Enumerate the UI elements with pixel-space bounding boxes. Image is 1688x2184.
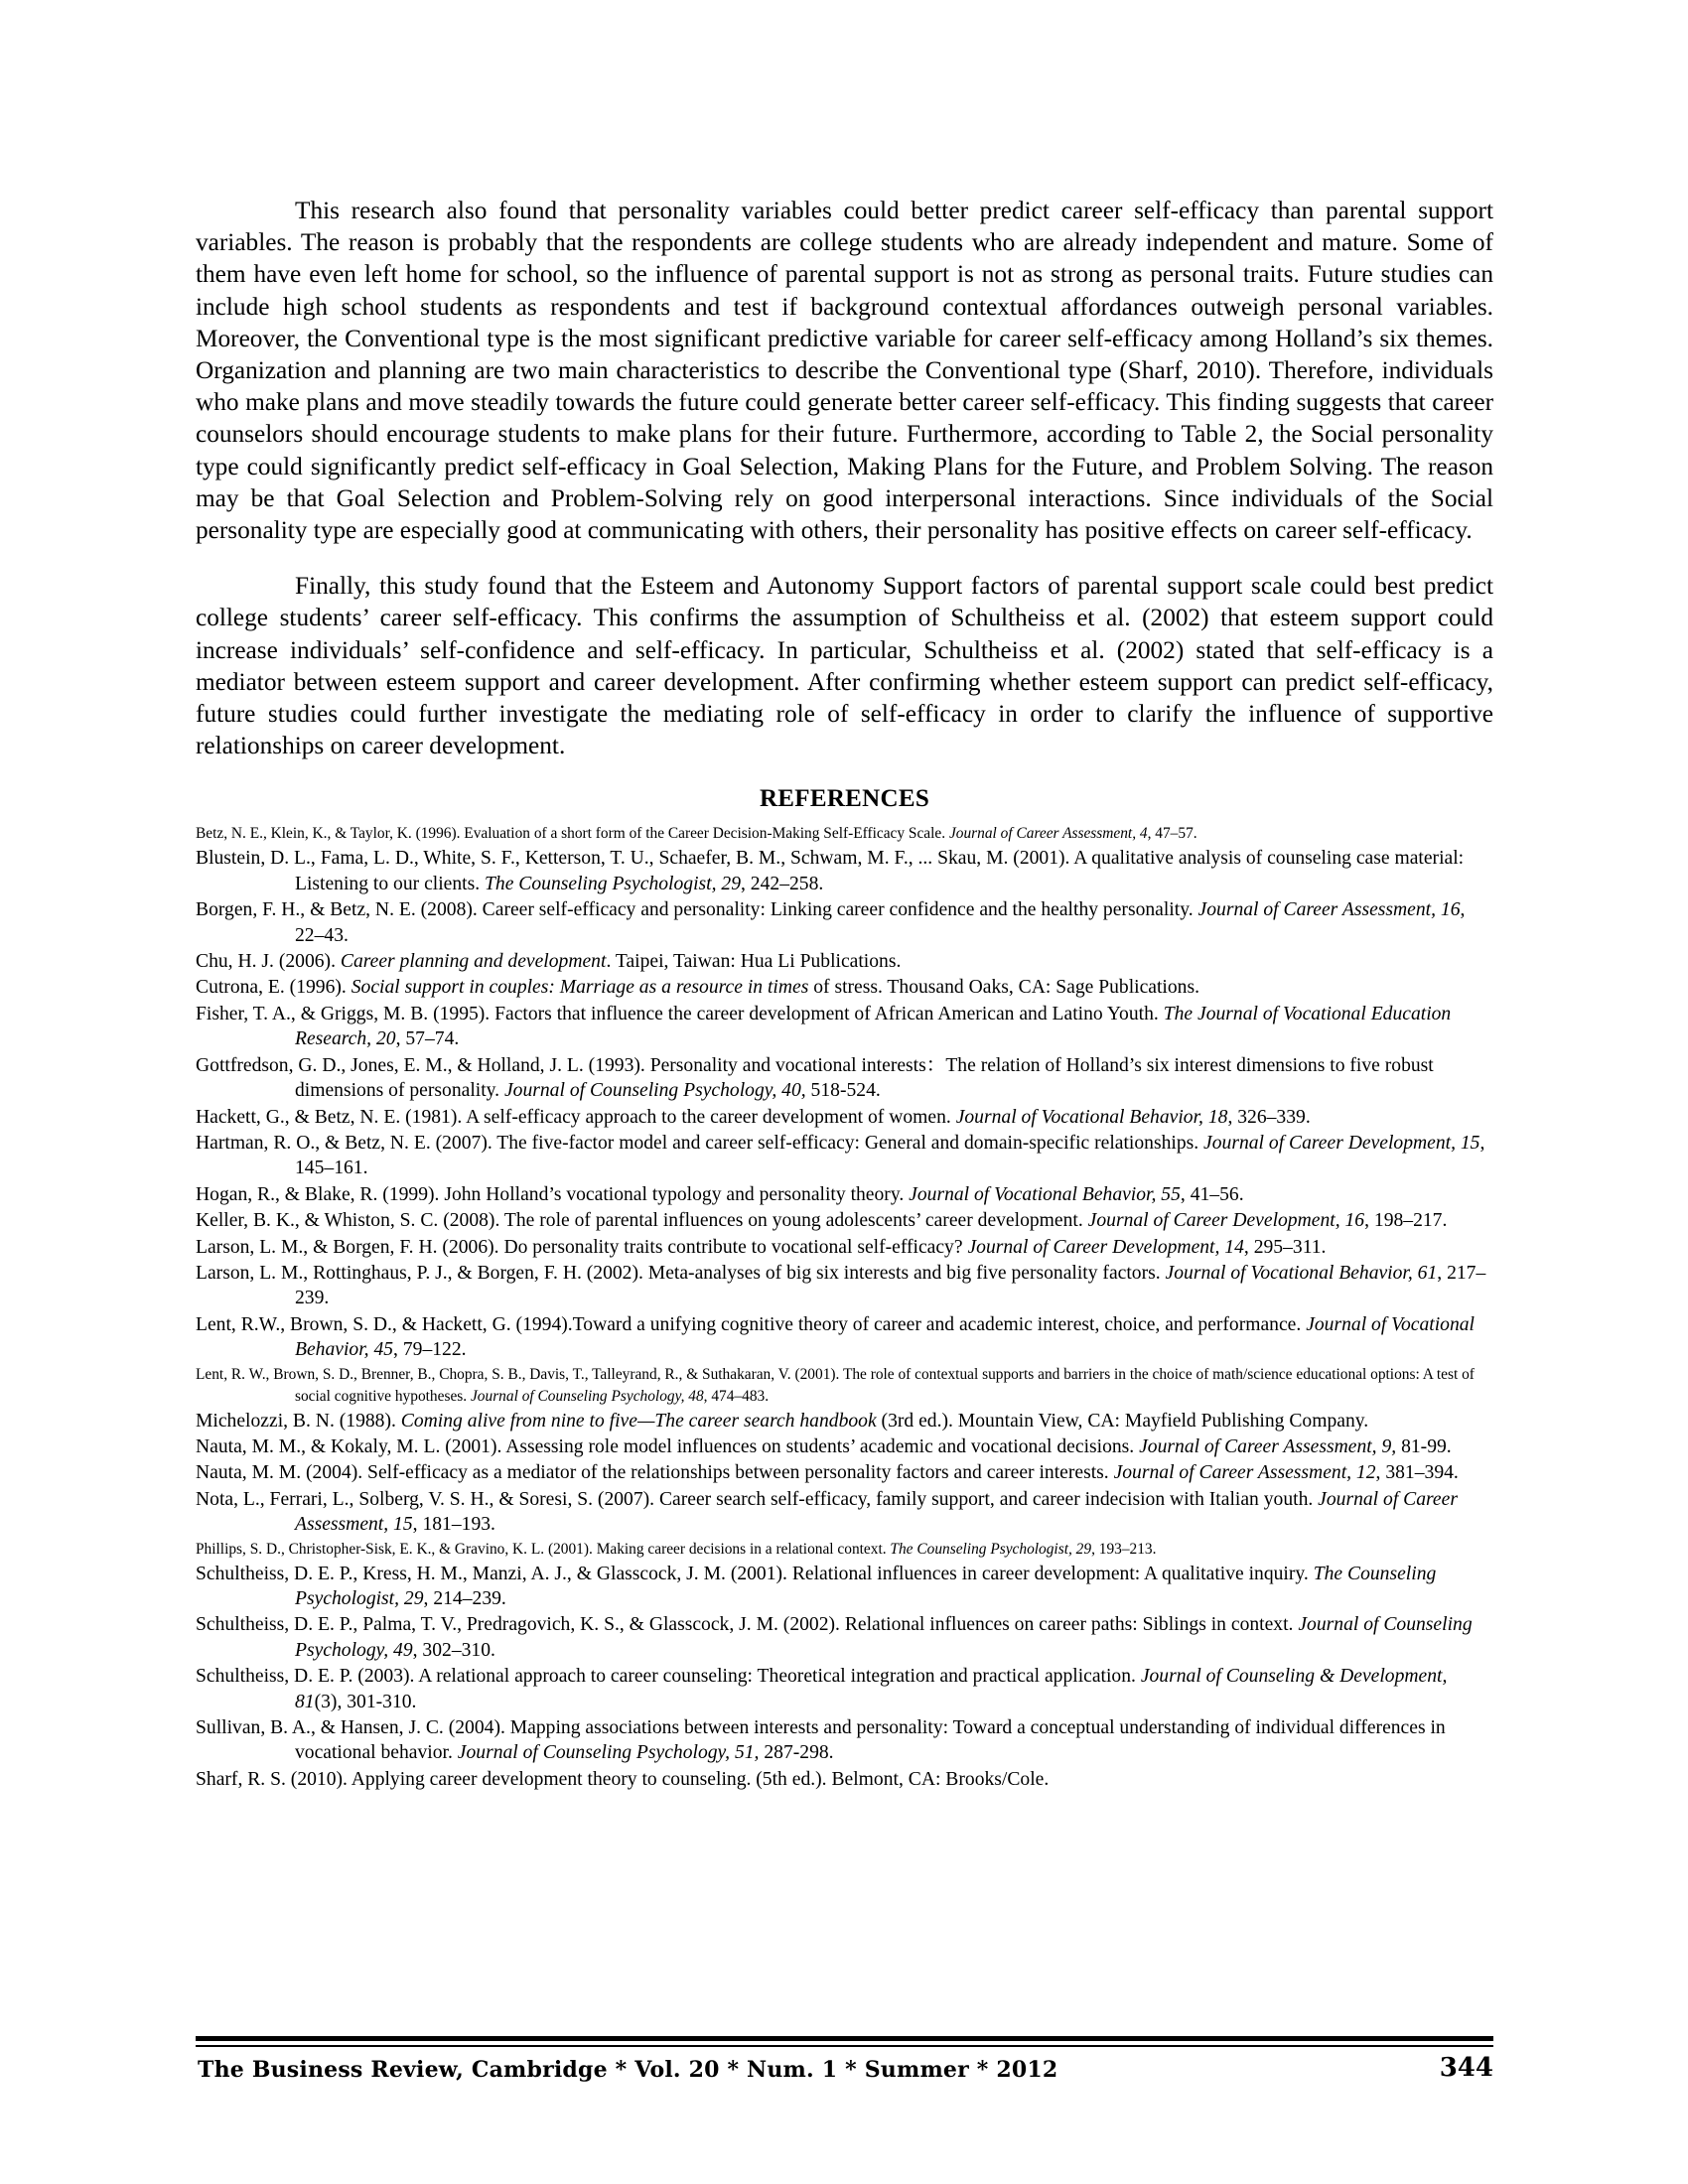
reference-item (196, 1105, 1493, 1130)
reference-item (196, 1261, 1493, 1311)
reference-text: Lent, R.W., Brown, S. D., & Hackett, G. (1994).Toward a unifying cognitive theory of career and academic interest, choice, and performance. (196, 1313, 1307, 1335)
reference-source: Journal of Career Development, 16 (1087, 1210, 1365, 1232)
reference-text: Hackett, G., & Betz, N. E. (1981). A self-efficacy approach to the career development of women. (196, 1106, 956, 1128)
reference-text: Hartman, R. O., & Betz, N. E. (2007). The five-factor model and career self-efficacy: General and domain-specific relationships. (196, 1132, 1204, 1154)
reference-source: Journal of Counseling & Development, 81 (295, 1666, 1448, 1712)
reference-item (196, 1235, 1493, 1260)
reference-source: Journal of Career Assessment, 12 (1113, 1462, 1376, 1484)
reference-source: Journal of Vocational Behavior, 18 (955, 1106, 1228, 1128)
reference-source: Journal of Career Development, 15 (1203, 1132, 1480, 1154)
reference-text: Sharf, R. S. (2010). Applying career development theory to counseling. (5th ed.). Belmont, CA: Brooks/Cole. (196, 1768, 1050, 1790)
reference-text: Schultheiss, D. E. P., Kress, H. M., Manzi, A. J., & Glasscock, J. M. (2001). Relational influences in career development: A qualitative inquiry. (196, 1563, 1314, 1584)
reference-item (196, 1612, 1493, 1663)
page-content (196, 195, 1493, 1793)
reference-pages: , 22–43. (295, 899, 1466, 946)
reference-text: Keller, B. K., & Whiston, S. C. (2008). The role of parental influences on young adolescents’ career development. (196, 1210, 1088, 1232)
reference-source: Journal of Career Development, 14 (967, 1236, 1244, 1258)
reference-pages: of stress. Thousand Oaks, CA: Sage Publications. (808, 977, 1199, 999)
page-number: 344 (1439, 2053, 1493, 2083)
reference-pages: , 181–193. (412, 1514, 495, 1536)
reference-item (196, 1664, 1493, 1714)
reference-item (196, 1409, 1493, 1433)
reference-source: Journal of Career Assessment, 4 (948, 825, 1148, 843)
reference-pages: (3rd ed.). Mountain View, CA: Mayfield Publishing Company. (876, 1410, 1369, 1432)
reference-source: Journal of Counseling Psychology, 40, (503, 1080, 806, 1102)
reference-source: Journal of Career Assessment, 9, (1139, 1435, 1397, 1457)
references-heading: REFERENCES (759, 785, 930, 813)
reference-item (196, 1539, 1493, 1561)
reference-item (196, 1053, 1493, 1104)
reference-source: Journal of Counseling Psychology, 51, (457, 1742, 760, 1764)
reference-pages: , 79–122. (393, 1339, 467, 1361)
reference-pages: . Taipei, Taiwan: Hua Li Publications. (606, 951, 902, 973)
footer-rule-thin (196, 2045, 1493, 2047)
reference-text: Nota, L., Ferrari, L., Solberg, V. S. H., & Soresi, S. (2007). Career search self-efficacy, family support, and career indecision with Italian youth. (196, 1488, 1319, 1510)
reference-source: Journal of Vocational Behavior, 45 (295, 1313, 1475, 1361)
reference-item (196, 1434, 1493, 1459)
reference-pages: (3), 301-310. (314, 1691, 417, 1712)
reference-text: Betz, N. E., Klein, K., & Taylor, K. (1996). Evaluation of a short form of the Career Decision-Making Self-Efficacy Scale. (196, 825, 949, 843)
reference-item (196, 1767, 1493, 1792)
reference-text: Chu, H. J. (2006). (196, 951, 341, 973)
reference-source: Journal of Career Assessment, 16 (1197, 899, 1461, 921)
reference-text: Hogan, R., & Blake, R. (1999). John Holland’s vocational typology and personality theory. (196, 1183, 910, 1205)
reference-text: Gottfredson, G. D., Jones, E. M., & Holland, J. L. (1993). Personality and vocational interests：The relation of Holland’s six interest dimensions to five robust dimensions of personality. (196, 1054, 1434, 1102)
reference-pages: , 41–56. (1180, 1183, 1244, 1205)
references-list (196, 823, 1493, 1792)
reference-text: Schultheiss, D. E. P. (2003). A relational approach to career counseling: Theoretical integration and practical application. (196, 1666, 1141, 1688)
reference-pages: 287-298. (759, 1742, 834, 1764)
reference-pages: , 47–57. (1147, 825, 1197, 843)
reference-text: Phillips, S. D., Christopher-Sisk, E. K., & Gravino, K. L. (2001). Making career decisions in a relational context. (196, 1540, 891, 1558)
reference-item (196, 975, 1493, 1000)
reference-text: Blustein, D. L., Fama, L. D., White, S. F., Ketterson, T. U., Schaefer, B. M., Schwam, M. F., ... Skau, M. (2001). A qualitative analysis of counseling case material: Listening to our clients. (196, 848, 1465, 894)
reference-pages: , 242–258. (741, 873, 824, 894)
reference-pages: , 381–394. (1375, 1462, 1459, 1484)
reference-item (196, 1208, 1493, 1233)
reference-text: Fisher, T. A., & Griggs, M. B. (1995). Factors that influence the career development of African American and Latino Youth. (196, 1003, 1164, 1024)
reference-source: The Journal of Vocational Education Research, 20 (295, 1003, 1452, 1050)
reference-text: Borgen, F. H., & Betz, N. E. (2008). Career self-efficacy and personality: Linking career confidence and the healthy personality. (196, 899, 1198, 921)
reference-source: Journal of Counseling Psychology, 49 (295, 1614, 1473, 1661)
reference-text: Nauta, M. M., & Kokaly, M. L. (2001). Assessing role model influences on students’ academic and vocational decisions. (196, 1435, 1140, 1457)
reference-source: Coming alive from nine to five—The career search handbook (400, 1410, 877, 1432)
reference-source: The Counseling Psychologist, 29 (295, 1563, 1437, 1610)
footer-rule-thick (196, 2036, 1493, 2041)
reference-item (196, 949, 1493, 974)
reference-source: The Counseling Psychologist, 29 (485, 873, 741, 894)
reference-text: Larson, L. M., Rottinghaus, P. J., & Borgen, F. H. (2002). Meta-analyses of big six interests and big five personality factors. (196, 1262, 1166, 1284)
reference-source: The Counseling Psychologist, 29 (890, 1540, 1092, 1558)
reference-item (196, 1002, 1493, 1052)
reference-pages: , 474–483. (703, 1387, 770, 1405)
reference-text: Nauta, M. M. (2004). Self-efficacy as a mediator of the relationships between personality factors and career interests. (196, 1462, 1114, 1484)
reference-text: Schultheiss, D. E. P., Palma, T. V., Predragovich, K. S., & Glasscock, J. M. (2002). Relational influences on career paths: Siblings in context. (196, 1614, 1299, 1636)
reference-pages: , 193–213. (1091, 1540, 1157, 1558)
reference-item (196, 1715, 1493, 1766)
reference-pages: 518-524. (805, 1080, 881, 1102)
body-paragraph-2: Finally, this study found that the Esteem and Autonomy Support factors of parental support scale could best predict college students’ career self-efficacy. This confirms the assumption of Schultheiss et al. (2002) that esteem support could increase individuals’ self-confidence and self-efficacy. In particular, Schultheiss et al. (2002) stated that self-efficacy is a mediator between esteem support and career development. After confirming whether esteem support can predict self-efficacy, future studies could further investigate the mediating role of self-efficacy in order to clarify the influence of supportive relationships on career development. (196, 572, 1493, 760)
reference-text: Larson, L. M., & Borgen, F. H. (2006). Do personality traits contribute to vocational self-efficacy? (196, 1236, 968, 1258)
reference-item (196, 1487, 1493, 1538)
reference-text: Cutrona, E. (1996). (196, 977, 352, 999)
reference-pages: , 326–339. (1227, 1106, 1311, 1128)
reference-source: Journal of Vocational Behavior, 61 (1165, 1262, 1438, 1284)
reference-item (196, 1364, 1493, 1408)
reference-item (196, 1312, 1493, 1363)
reference-item (196, 823, 1493, 845)
reference-pages: , 57–74. (395, 1028, 460, 1050)
reference-pages: , 145–161. (295, 1132, 1485, 1179)
reference-pages: , 198–217. (1364, 1210, 1448, 1232)
reference-pages: , 295–311. (1243, 1236, 1327, 1258)
reference-item (196, 1131, 1493, 1181)
reference-item (196, 1460, 1493, 1485)
reference-pages: , 214–239. (423, 1588, 506, 1610)
reference-source: Career planning and development (340, 951, 607, 973)
reference-source: Journal of Counseling Psychology, 48 (470, 1387, 704, 1405)
reference-source: Social support in couples: Marriage as a resource in times (351, 977, 809, 999)
reference-item (196, 1562, 1493, 1612)
reference-item (196, 1182, 1493, 1207)
reference-text: Michelozzi, B. N. (1988). (196, 1410, 401, 1432)
reference-pages: , 302–310. (412, 1639, 495, 1661)
reference-source: Journal of Career Assessment, 15 (295, 1488, 1458, 1536)
reference-source: Journal of Vocational Behavior, 55 (909, 1183, 1181, 1205)
reference-item (196, 897, 1493, 948)
reference-item (196, 846, 1493, 896)
body-paragraph-1: This research also found that personality variables could better predict career self-efficacy than parental support variables. The reason is probably that the respondents are college students who are already independent and mature. Some of them have even left home for school, so the influence of parental support is not as strong as personal traits. Future studies can include high school students as respondents and test if background contextual affordances outweigh personal variables. Moreover, the Conventional type is the most significant predictive variable for career self-efficacy among Holland’s six themes. Organization and planning are two main characteristics to describe the Conventional type (Sharf, 2010). Therefore, individuals who make plans and move steadily towards the future could generate better career self-efficacy. This finding suggests that career counselors should encourage students to make plans for their future. Furthermore, according to Table 2, the Social personality type could significantly predict self-efficacy in Goal Selection, Making Plans for the Future, and Problem Solving. The reason may be that Goal Selection and Problem-Solving rely on good interpersonal interactions. Since individuals of the Social personality type are especially good at communicating with others, their personality has positive effects on career self-efficacy. (196, 197, 1493, 545)
reference-text: Lent, R. W., Brown, S. D., Brenner, B., Chopra, S. B., Davis, T., Talleyrand, R., & Suthakaran, V. (2001). The role of contextual supports and barriers in the choice of math/science educational options: A test of social cognitive hypotheses. (196, 1365, 1475, 1405)
footer-journal-line: The Business Review, Cambridge * Vol. 20 * Num. 1 * Summer * 2012 (198, 2057, 1058, 2083)
reference-pages: 81-99. (1396, 1435, 1452, 1457)
reference-text: Sullivan, B. A., & Hansen, J. C. (2004). Mapping associations between interests and personality: Toward a conceptual understanding of individual differences in vocational behavior. (196, 1717, 1446, 1764)
reference-pages: , 217–239. (295, 1262, 1486, 1309)
